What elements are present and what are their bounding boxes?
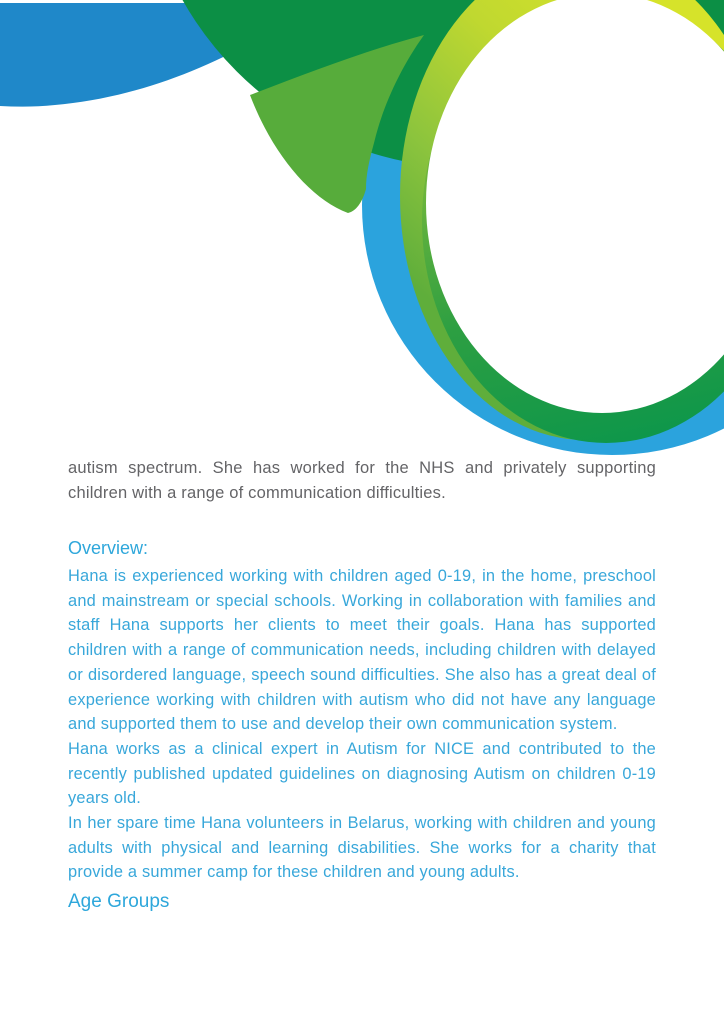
age-groups-heading: Age Groups — [68, 891, 170, 913]
decorative-circles-graphic — [0, 0, 724, 460]
overview-paragraph-experience: Hana is experienced working with children aged 0-19, in the home, preschool and mainstream or special schools. Working in collaboration with families and staff Hana supports her clients to meet their goals. Hana has supported children with a range of communication needs, including children with delayed or disordered language, speech sound difficulties. She also has a great deal of experience working with children with autism who did not have any language and supported them to use and develop their own communication system. — [68, 567, 656, 734]
intro-paragraph: autism spectrum. She has worked for the NHS and privately supporting children with a range of communication difficulties. — [68, 459, 656, 502]
overview-paragraph-nice: Hana works as a clinical expert in Autism for NICE and contributed to the recently published updated guidelines on diagnosing Autism on children 0-19 years old. — [68, 739, 656, 808]
overview-section — [68, 564, 656, 885]
text-content — [68, 456, 656, 915]
overview-heading: Overview: — [68, 538, 149, 558]
overview-paragraph-volunteering: In her spare time Hana volunteers in Belarus, working with children and young adults with physical and learning disabilities. She works for a charity that provide a summer camp for these children and young adults. — [68, 814, 656, 882]
